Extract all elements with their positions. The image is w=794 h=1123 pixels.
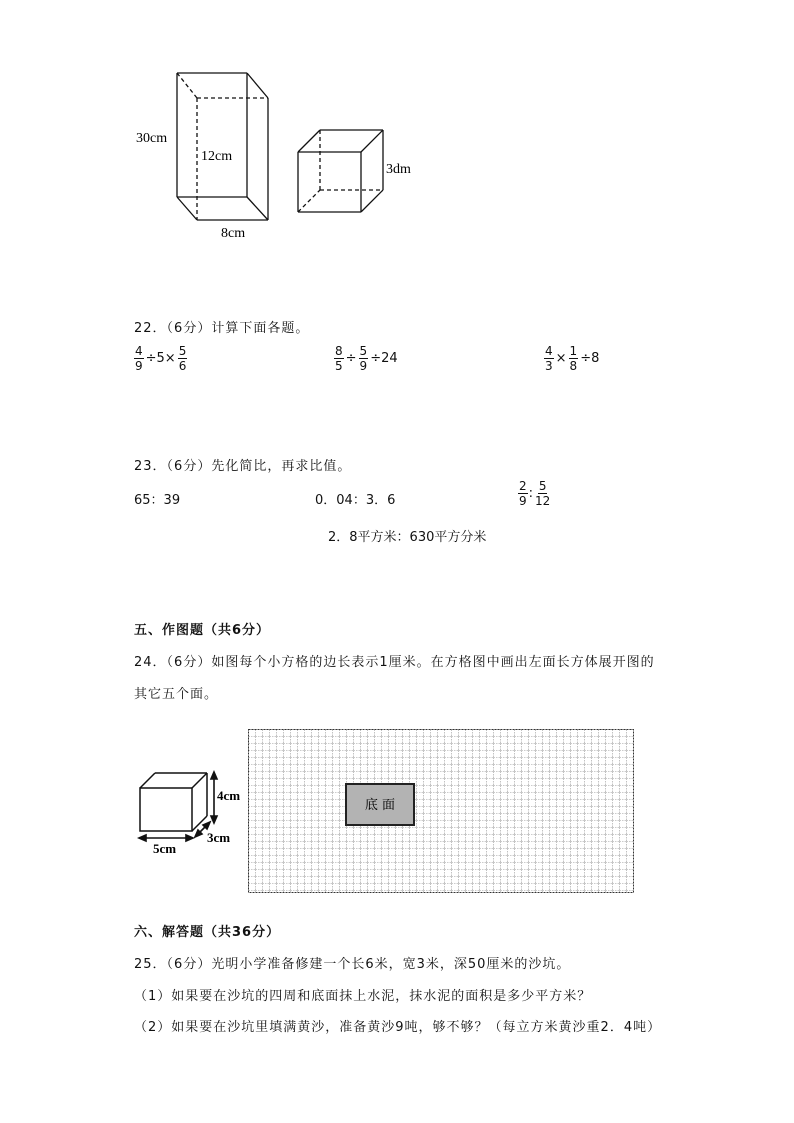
cube-edge-label: 3dm (386, 162, 411, 177)
cuboid-length-label: 5cm (153, 841, 177, 856)
q24-title-line-1: 24．（6分）如图每个小方格的边长表示1厘米。在方格图中画出左面长方体展开图的 (134, 655, 655, 670)
q24-title-line-2: 其它五个面。 (134, 687, 219, 702)
fraction: $\frac{8}{5}$ (335, 344, 343, 373)
fraction: $\frac{4}{3}$ (545, 344, 553, 373)
cuboid-figure (125, 765, 250, 857)
top-figures (120, 60, 440, 250)
section-5-title: 五、作图题（共6分） (134, 623, 271, 638)
cuboid-height-label: 4cm (217, 788, 241, 803)
q23-ratio-2: 0．04：3．6 (315, 493, 396, 508)
fraction: $\frac{1}{8}$ (569, 344, 578, 373)
prism-base-label: 8cm (221, 226, 246, 241)
prism-figure (177, 73, 268, 220)
q23-ratio-1: 65：39 (134, 493, 181, 508)
q25-title: 25．（6分）光明小学准备修建一个长6米，宽3米，深50厘米的沙坑。 (134, 957, 571, 972)
fraction: $\frac{4}{9}$ (135, 344, 143, 373)
q25-sub-question-1: （1）如果要在沙坑的四周和底面抹上水泥，抹水泥的面积是多少平方米？ (134, 989, 592, 1004)
section-6-title: 六、解答题（共36分） (134, 925, 281, 940)
base-face-label: 底 面 (364, 798, 396, 813)
fraction: $\frac{5}{6}$ (178, 344, 187, 373)
q22-title: 22．（6分）计算下面各题。 (134, 321, 310, 336)
fraction: $\frac{2}{9}$ (519, 479, 527, 508)
fraction: $\frac{5}{9}$ (359, 344, 368, 373)
q22-expression-1: $\frac{4}{9}$ ÷5× $\frac{5}{6}$ (135, 344, 187, 373)
cuboid-width-label: 3cm (207, 830, 231, 845)
prism-inner-label: 12cm (201, 149, 233, 164)
fraction: $\frac{5}{12}$ (535, 479, 551, 508)
prism-height-label: 30cm (136, 131, 168, 146)
cube-figure (298, 130, 383, 212)
q22-expression-3: $\frac{4}{3}$ × $\frac{1}{8}$ ÷8 (545, 344, 600, 373)
q22-expression-2: $\frac{8}{5}$ ÷ $\frac{5}{9}$ ÷24 (335, 344, 398, 373)
q23-ratio-4: 2．8平方米：630平方分米 (328, 530, 487, 545)
q23-title: 23．（6分）先化简比，再求比值。 (134, 459, 352, 474)
q25-sub-question-2: （2）如果要在沙坑里填满黄沙，准备黄沙9吨，够不够？（每立方米黄沙重2．4吨） (134, 1020, 662, 1035)
grid-paper (248, 729, 636, 895)
q23-ratio-3: $\frac{2}{9}$ : $\frac{5}{12}$ (519, 479, 551, 508)
